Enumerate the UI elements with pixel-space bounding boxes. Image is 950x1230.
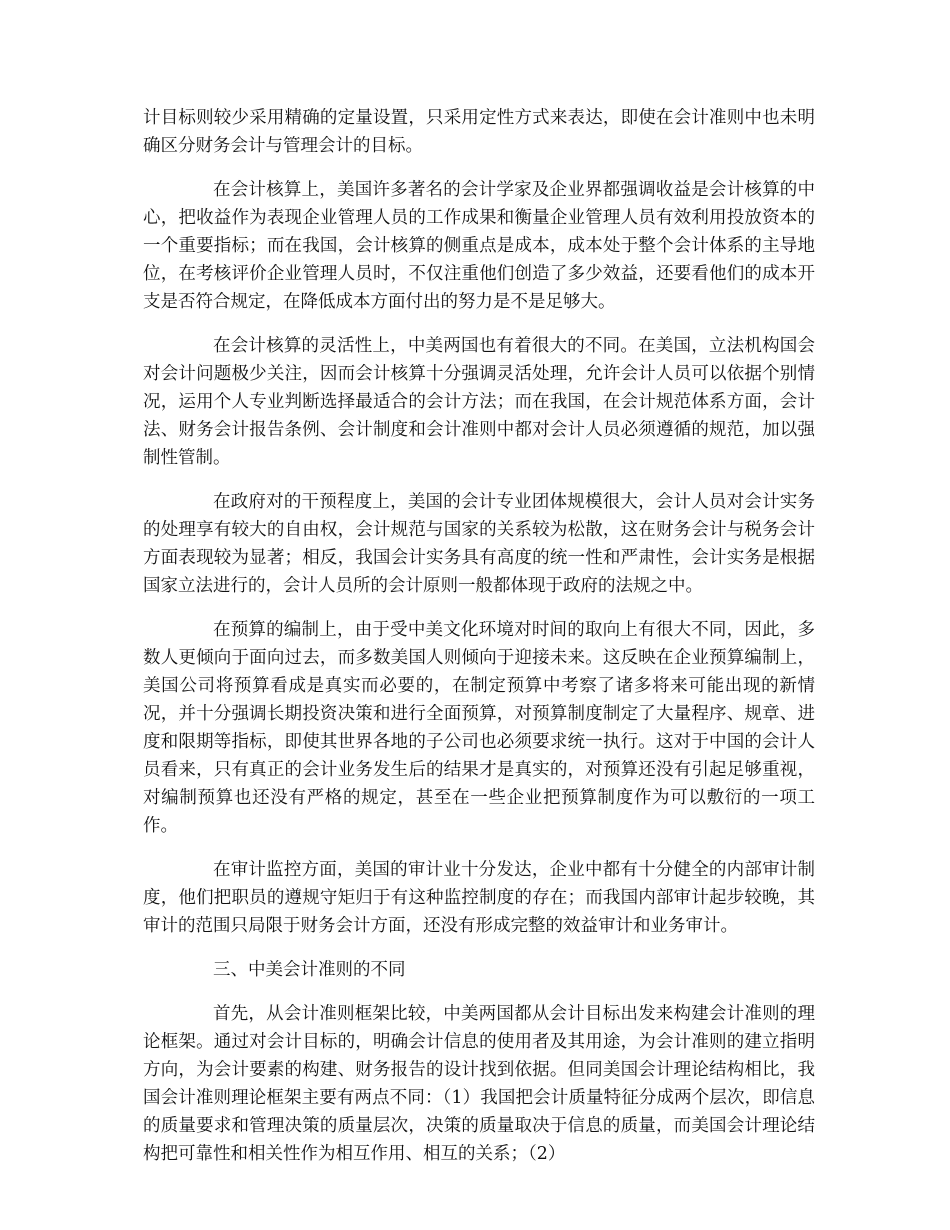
- paragraph-accounting-focus: 在会计核算上，美国许多著名的会计学家及企业界都强调收益是会计核算的中心，把收益作为表现企业管理人员的工作成果和衡量企业管理人员有效利用投放资本的一个重要指标；而在我国，会计核算的侧重点是成本，成本处于整个会计体系的主导地位，在考核评价企业管理人员时，不仅注重他们创造了多少效益，还要看他们的成本开支是否符合规定，在降低成本方面付出的努力是不是足够大。: [143, 180, 815, 312]
- paragraph-audit: 在审计监控方面，美国的审计业十分发达，企业中都有十分健全的内部审计制度，他们把职员的遵规守矩归于有这种监控制度的存在；而我国内部审计起步较晚，其审计的范围只局限于财务会计方面，还没有形成完整的效益审计和业务审计。: [143, 860, 815, 936]
- paragraph-flexibility: 在会计核算的灵活性上，中美两国也有着很大的不同。在美国，立法机构国会对会计问题极少关注，因而会计核算十分强调灵活处理，允许会计人员可以依据个别情况，运用个人专业判断选择最适合的会计方法；而在我国，在会计规范体系方面，会计法、财务会计报告条例、会计制度和会计准则中都对会计人员必须遵循的规范，加以强制性管制。: [143, 336, 815, 468]
- paragraph-framework: 首先，从会计准则框架比较，中美两国都从会计目标出发来构建会计准则的理论框架。通过对会计目标的，明确会计信息的使用者及其用途，为会计准则的建立指明方向，为会计要素的构建、财务报告的设计找到依据。但同美国会计理论结构相比，我国会计准则理论框架主要有两点不同：（1）我国把会计质量特征分成两个层次，即信息的质量要求和管理决策的质量层次，决策的质量取决于信息的质量，而美国会计理论结构把可靠性和相关性作为相互作用、相互的关系；（2）: [143, 1004, 815, 1164]
- paragraph-1: 计目标则较少采用精确的定量设置，只采用定性方式来表达，即使在会计准则中也未明确区分财务会计与管理会计的目标。: [143, 108, 815, 156]
- paragraph-budgeting: 在预算的编制上，由于受中美文化环境对时间的取向上有很大不同，因此，多数人更倾向于面向过去，而多数美国人则倾向于迎接未来。这反映在企业预算编制上，美国公司将预算看成是真实而必要的，在制定预算中考察了诸多将来可能出现的新情况，并十分强调长期投资决策和进行全面预算，对预算制度制定了大量程序、规章、进度和限期等指标，即使其世界各地的子公司也必须要求统一执行。这对于中国的会计人员看来，只有真正的会计业务发生后的结果才是真实的，对预算还没有引起足够重视，对编制预算也还没有严格的规定，甚至在一些企业把预算制度作为可以敷衍的一项工作。: [143, 620, 815, 836]
- section-heading: 三、中美会计准则的不同: [213, 960, 406, 980]
- paragraph-government-intervention: 在政府对的干预程度上，美国的会计专业团体规模很大，会计人员对会计实务的处理享有较大的自由权，会计规范与国家的关系较为松散，这在财务会计与税务会计方面表现较为显著；相反，我国会计实务具有高度的统一性和严肃性，会计实务是根据国家立法进行的，会计人员所的会计原则一般都体现于政府的法规之中。: [143, 492, 815, 596]
- document-body: [143, 104, 815, 1184]
